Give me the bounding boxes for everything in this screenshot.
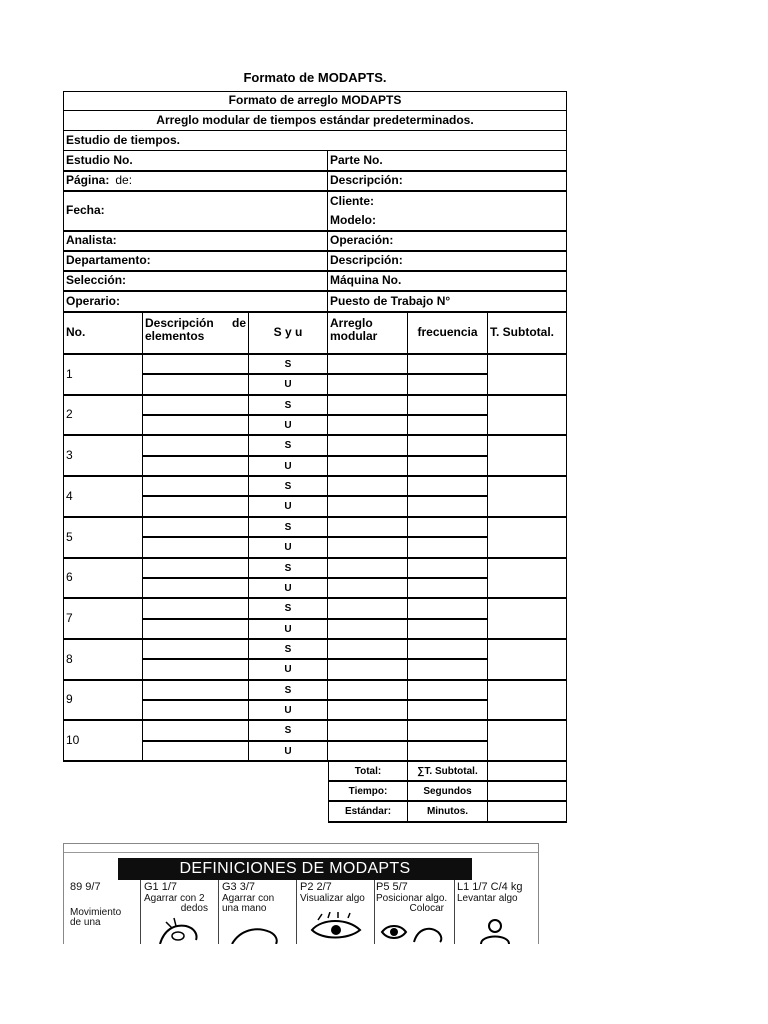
row-number: 9 bbox=[63, 681, 143, 721]
arreglo-cell-u[interactable] bbox=[328, 660, 408, 681]
subtotal-cell[interactable] bbox=[488, 396, 567, 436]
descripcion-cell-u[interactable] bbox=[143, 457, 249, 477]
grasp-hand-icon bbox=[230, 922, 280, 944]
row-number: 3 bbox=[63, 436, 143, 477]
operacion-field[interactable]: Operación: bbox=[328, 232, 567, 252]
document-title: Formato de MODAPTS. bbox=[243, 70, 387, 85]
def-code: G1 1/7 bbox=[144, 881, 178, 893]
descripcion-cell-u[interactable] bbox=[143, 497, 249, 518]
form-subtitle: Arreglo modular de tiempos estándar predeterminados. bbox=[63, 111, 567, 131]
descripcion-cell-s[interactable] bbox=[143, 477, 249, 497]
subtotal-cell[interactable] bbox=[488, 436, 567, 477]
arreglo-cell-s[interactable] bbox=[328, 681, 408, 701]
descripcion-cell-u[interactable] bbox=[143, 660, 249, 681]
descripcion-field-1[interactable]: Descripción: bbox=[328, 172, 567, 192]
form-title: Formato de arreglo MODAPTS bbox=[63, 91, 567, 111]
arreglo-cell-u[interactable] bbox=[328, 620, 408, 640]
frecuencia-cell-u[interactable] bbox=[408, 457, 488, 477]
arreglo-cell-s[interactable] bbox=[328, 599, 408, 620]
row-number: 7 bbox=[63, 599, 143, 640]
grasp-fingers-icon bbox=[156, 916, 202, 944]
header-elementos: elementos bbox=[145, 329, 205, 344]
arreglo-cell-s[interactable] bbox=[328, 355, 408, 375]
modapts-definitions-image bbox=[63, 843, 539, 944]
descripcion-field-2[interactable]: Descripción: bbox=[328, 252, 567, 272]
descripcion-cell-s[interactable] bbox=[143, 681, 249, 701]
arreglo-cell-u[interactable] bbox=[328, 538, 408, 559]
arreglo-cell-s[interactable] bbox=[328, 477, 408, 497]
segundos-value-cell[interactable] bbox=[488, 782, 567, 802]
subtotal-cell[interactable] bbox=[488, 640, 567, 681]
def-separator bbox=[454, 880, 455, 944]
operario-field[interactable]: Operario: bbox=[63, 292, 328, 313]
arreglo-cell-s[interactable] bbox=[328, 559, 408, 579]
descripcion-cell-s[interactable] bbox=[143, 436, 249, 457]
cliente-field[interactable]: Cliente: bbox=[328, 192, 567, 212]
subtotal-cell[interactable] bbox=[488, 599, 567, 640]
pagina-field[interactable] bbox=[63, 172, 328, 192]
frecuencia-cell-s[interactable] bbox=[408, 559, 488, 579]
subtotal-cell[interactable] bbox=[488, 477, 567, 518]
frecuencia-cell-s[interactable] bbox=[408, 681, 488, 701]
def-text: Movimiento bbox=[70, 906, 122, 918]
def-separator bbox=[218, 880, 219, 944]
syu-cell-u: U bbox=[249, 579, 328, 599]
frecuencia-cell-s[interactable] bbox=[408, 436, 488, 457]
arreglo-cell-s[interactable] bbox=[328, 640, 408, 660]
modelo-field[interactable]: Modelo: bbox=[328, 212, 567, 232]
subtotal-cell[interactable] bbox=[488, 681, 567, 721]
frecuencia-cell-u[interactable] bbox=[408, 497, 488, 518]
frecuencia-cell-u[interactable] bbox=[408, 375, 488, 396]
syu-cell-u: U bbox=[249, 497, 328, 518]
def-text-2: dedos bbox=[180, 903, 208, 915]
study-label: Estudio de tiempos. bbox=[63, 131, 567, 151]
minutos-label: Minutos. bbox=[408, 802, 488, 823]
def-item-p2 bbox=[300, 882, 372, 944]
frecuencia-cell-u[interactable] bbox=[408, 538, 488, 559]
arreglo-cell-s[interactable] bbox=[328, 436, 408, 457]
segundos-label: Segundos bbox=[408, 782, 488, 802]
header-arreglo-b: modular bbox=[330, 329, 378, 344]
def-text-2: de una bbox=[70, 917, 101, 929]
subtotal-cell[interactable] bbox=[488, 721, 567, 762]
arreglo-cell-u[interactable] bbox=[328, 742, 408, 762]
def-item-p5 bbox=[376, 882, 452, 944]
syu-cell-s: S bbox=[249, 436, 328, 457]
maquina-field[interactable]: Máquina No. bbox=[328, 272, 567, 292]
header-arreglo-a: Arreglo bbox=[330, 316, 373, 330]
descripcion-cell-s[interactable] bbox=[143, 396, 249, 416]
frecuencia-cell-u[interactable] bbox=[408, 620, 488, 640]
estandar-label: Estándar: bbox=[328, 802, 408, 823]
header-no: No. bbox=[63, 313, 143, 355]
fecha-field[interactable]: Fecha: bbox=[63, 192, 328, 232]
descripcion-cell-s[interactable] bbox=[143, 518, 249, 538]
syu-cell-u: U bbox=[249, 538, 328, 559]
sum-subtotal-label: ∑T. Subtotal. bbox=[408, 762, 488, 782]
syu-cell-s: S bbox=[249, 355, 328, 375]
row-number: 4 bbox=[63, 477, 143, 518]
syu-cell-u: U bbox=[249, 660, 328, 681]
syu-cell-u: U bbox=[249, 375, 328, 396]
frecuencia-cell-u[interactable] bbox=[408, 701, 488, 721]
header-descripcion-de: de bbox=[231, 316, 246, 330]
def-item-g1 bbox=[144, 882, 214, 944]
def-text: Agarrar con 2 bbox=[144, 892, 205, 904]
def-code: G3 3/7 bbox=[222, 881, 256, 893]
def-separator bbox=[374, 880, 375, 944]
header-frecuencia: frecuencia bbox=[408, 313, 488, 355]
descripcion-cell-u[interactable] bbox=[143, 579, 249, 599]
def-text: Posicionar algo. bbox=[376, 892, 448, 904]
header-descripcion-word: Descripción bbox=[145, 316, 214, 330]
def-text-2: Colocar bbox=[409, 903, 444, 915]
lift-person-icon bbox=[477, 918, 513, 944]
syu-cell-s: S bbox=[249, 681, 328, 701]
def-code: L1 1/7 C/4 kg bbox=[457, 881, 523, 893]
header-arreglo bbox=[328, 313, 408, 355]
def-code: P2 2/7 bbox=[300, 881, 332, 893]
header-syu: S y u bbox=[249, 313, 328, 355]
header-subtotal: T. Subtotal. bbox=[488, 313, 567, 355]
row-number: 1 bbox=[63, 355, 143, 396]
estudio-no-field[interactable]: Estudio No. bbox=[63, 151, 328, 172]
frecuencia-cell-u[interactable] bbox=[408, 660, 488, 681]
def-text: Levantar algo bbox=[457, 892, 518, 904]
arreglo-cell-u[interactable] bbox=[328, 375, 408, 396]
syu-cell-u: U bbox=[249, 701, 328, 721]
def-item-g3 bbox=[222, 882, 292, 944]
header-descripcion bbox=[143, 313, 249, 355]
eye-icon bbox=[308, 912, 364, 942]
arreglo-cell-u[interactable] bbox=[328, 579, 408, 599]
arreglo-cell-u[interactable] bbox=[328, 416, 408, 436]
descripcion-cell-u[interactable] bbox=[143, 375, 249, 396]
def-code: P5 5/7 bbox=[376, 881, 408, 893]
tiempo-label: Tiempo: bbox=[328, 782, 408, 802]
descripcion-cell-u[interactable] bbox=[143, 538, 249, 559]
syu-cell-u: U bbox=[249, 620, 328, 640]
frecuencia-cell-s[interactable] bbox=[408, 721, 488, 742]
row-number: 2 bbox=[63, 396, 143, 436]
syu-cell-s: S bbox=[249, 559, 328, 579]
row-number: 5 bbox=[63, 518, 143, 559]
arreglo-cell-u[interactable] bbox=[328, 497, 408, 518]
puesto-field[interactable]: Puesto de Trabajo N° bbox=[328, 292, 567, 313]
subtotal-cell[interactable] bbox=[488, 518, 567, 559]
def-text: Visualizar algo bbox=[300, 892, 365, 904]
row-number: 8 bbox=[63, 640, 143, 681]
def-separator bbox=[140, 880, 141, 944]
frecuencia-cell-s[interactable] bbox=[408, 599, 488, 620]
seleccion-field[interactable]: Selección: bbox=[63, 272, 328, 292]
row-number: 6 bbox=[63, 559, 143, 599]
arreglo-cell-s[interactable] bbox=[328, 396, 408, 416]
descripcion-cell-s[interactable] bbox=[143, 559, 249, 579]
def-item-movimiento bbox=[70, 882, 136, 944]
definitions-title: DEFINICIONES DE MODAPTS bbox=[118, 858, 472, 880]
frecuencia-cell-s[interactable] bbox=[408, 396, 488, 416]
arreglo-cell-u[interactable] bbox=[328, 701, 408, 721]
syu-cell-s: S bbox=[249, 518, 328, 538]
syu-cell-u: U bbox=[249, 457, 328, 477]
frecuencia-cell-u[interactable] bbox=[408, 579, 488, 599]
frecuencia-cell-s[interactable] bbox=[408, 518, 488, 538]
descripcion-cell-s[interactable] bbox=[143, 355, 249, 375]
descripcion-cell-u[interactable] bbox=[143, 620, 249, 640]
descripcion-cell-s[interactable] bbox=[143, 640, 249, 660]
arreglo-cell-s[interactable] bbox=[328, 518, 408, 538]
descripcion-cell-u[interactable] bbox=[143, 701, 249, 721]
syu-cell-s: S bbox=[249, 477, 328, 497]
def-text-2: una mano bbox=[222, 903, 267, 915]
def-text: Agarrar con bbox=[222, 892, 275, 904]
analista-field[interactable]: Analista: bbox=[63, 232, 328, 252]
syu-cell-s: S bbox=[249, 396, 328, 416]
total-label: Total: bbox=[328, 762, 408, 782]
frecuencia-cell-s[interactable] bbox=[408, 355, 488, 375]
descripcion-cell-u[interactable] bbox=[143, 742, 249, 762]
descripcion-cell-u[interactable] bbox=[143, 416, 249, 436]
frecuencia-cell-u[interactable] bbox=[408, 416, 488, 436]
syu-cell-u: U bbox=[249, 416, 328, 436]
descripcion-cell-s[interactable] bbox=[143, 721, 249, 742]
syu-cell-u: U bbox=[249, 742, 328, 762]
parte-no-field[interactable]: Parte No. bbox=[328, 151, 567, 172]
total-value-cell[interactable] bbox=[488, 762, 567, 782]
def-separator bbox=[296, 880, 297, 944]
subtotal-cell[interactable] bbox=[488, 355, 567, 396]
position-eye-hand-icon bbox=[380, 918, 444, 944]
syu-cell-s: S bbox=[249, 721, 328, 742]
arreglo-cell-u[interactable] bbox=[328, 457, 408, 477]
syu-cell-s: S bbox=[249, 599, 328, 620]
def-item-l1 bbox=[457, 882, 537, 944]
syu-cell-s: S bbox=[249, 640, 328, 660]
departamento-field[interactable]: Departamento: bbox=[63, 252, 328, 272]
row-number: 10 bbox=[63, 721, 143, 762]
frecuencia-cell-s[interactable] bbox=[408, 477, 488, 497]
strip-divider bbox=[64, 852, 538, 853]
def-code: 89 9/7 bbox=[70, 881, 101, 893]
subtotal-cell[interactable] bbox=[488, 559, 567, 599]
frecuencia-cell-s[interactable] bbox=[408, 640, 488, 660]
arreglo-cell-s[interactable] bbox=[328, 721, 408, 742]
pagina-label: Página: bbox=[66, 173, 110, 188]
descripcion-cell-s[interactable] bbox=[143, 599, 249, 620]
frecuencia-cell-u[interactable] bbox=[408, 742, 488, 762]
de-label: de: bbox=[115, 173, 133, 188]
minutos-value-cell[interactable] bbox=[488, 802, 567, 823]
